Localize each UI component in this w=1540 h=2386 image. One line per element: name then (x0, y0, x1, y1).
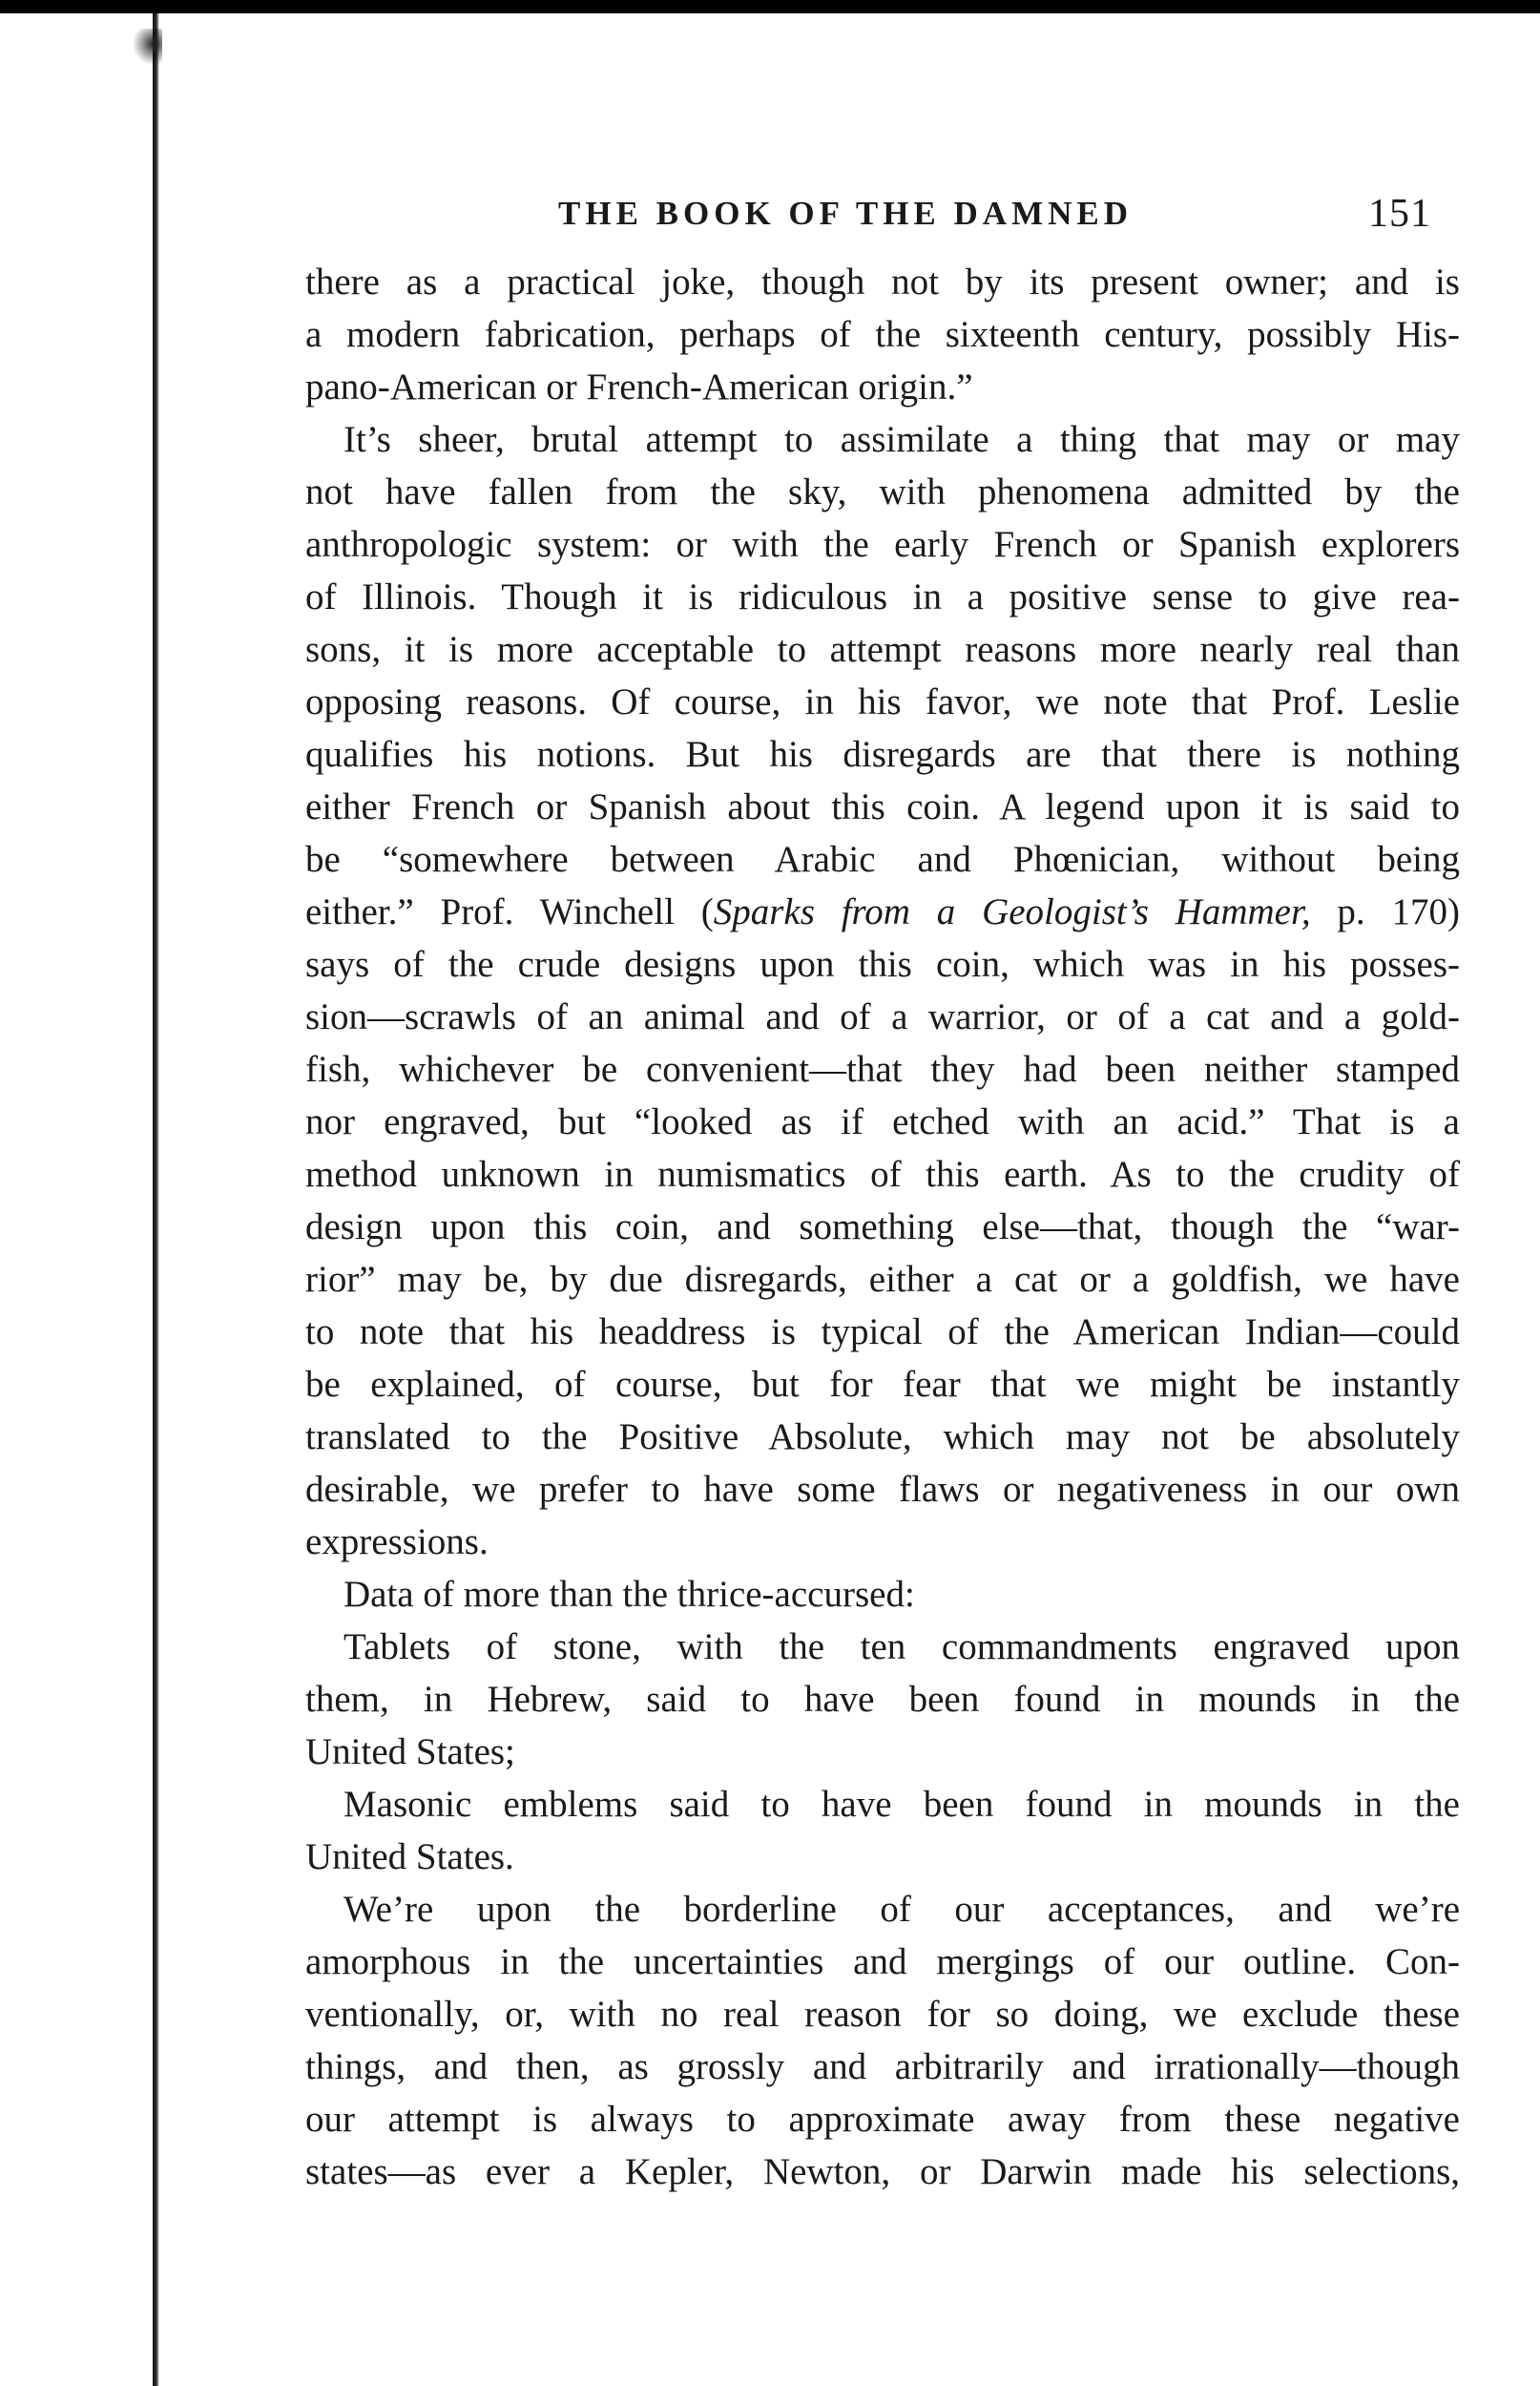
paragraph-first-line: Data of more than the thrice-accursed: (343, 1574, 915, 1615)
text-line: to note that his headdress is typical of the American Indian—could (305, 1311, 1460, 1352)
citation-page: p. 170) (1310, 891, 1460, 932)
text-line: nor engraved, but “looked as if etched with an acid.” That is a (305, 1101, 1460, 1142)
text-line: ventionally, or, with no real reason for so doing, we exclude these (305, 1994, 1460, 2035)
text-line: says of the crude designs upon this coin, which was in his posses- (305, 944, 1460, 985)
text-line-with-citation (305, 886, 1460, 938)
page-number: 151 (1368, 192, 1431, 236)
text-line: sion—scrawls of an animal and of a warrior, or of a cat and a gold- (305, 996, 1460, 1037)
text-line: states—as ever a Kepler, Newton, or Darwin made his selections, (305, 2151, 1460, 2192)
text-line: design upon this coin, and something else—that, though the “war- (305, 1206, 1460, 1247)
text-line: United States. (305, 1836, 514, 1877)
text-line: amorphous in the uncertainties and mergings of our outline. Con- (305, 1941, 1460, 1982)
text-line: pano-American or French-American origin.” (305, 366, 973, 408)
text-line: be “somewhere between Arabic and Phœnician, without being (305, 839, 1460, 880)
text-line: fish, whichever be convenient—that they had been neither stamped (305, 1049, 1460, 1090)
running-title: THE BOOK OF THE DAMNED (558, 195, 1133, 232)
text-line: not have fallen from the sky, with phenomena admitted by the (305, 471, 1460, 513)
text-line: expressions. (305, 1521, 489, 1562)
paragraph-first-line: We’re upon the borderline of our acceptances, and we’re (343, 1889, 1460, 1930)
text-line: translated to the Positive Absolute, which may not be absolutely (305, 1416, 1460, 1457)
text-line: desirable, we prefer to have some flaws or negativeness in our own (305, 1469, 1460, 1510)
citation-lead: either.” Prof. Winchell ( (305, 891, 714, 932)
text-line: sons, it is more acceptable to attempt reasons more nearly real than (305, 629, 1460, 670)
text-line: anthropologic system: or with the early French or Spanish explorers (305, 524, 1460, 565)
text-line: opposing reasons. Of course, in his favor, we note that Prof. Leslie (305, 681, 1460, 722)
text-line: our attempt is always to approximate away from these negative (305, 2099, 1460, 2140)
paragraph-first-line: Masonic emblems said to have been found in mounds in the (343, 1784, 1460, 1825)
paragraph-first-line: Tablets of stone, with the ten commandments engraved upon (343, 1626, 1460, 1667)
page-top-edge (0, 0, 1540, 13)
text-line: there as a practical joke, though not by its present owner; and is (305, 262, 1460, 303)
citation-title: Sparks from a Geologist’s Hammer, (713, 891, 1311, 932)
page-header (305, 191, 1469, 248)
text-line: qualifies his notions. But his disregards are that there is nothing (305, 734, 1460, 775)
text-line: of Illinois. Though it is ridiculous in a positive sense to give rea- (305, 576, 1460, 617)
text-line: be explained, of course, but for fear that we might be instantly (305, 1364, 1460, 1405)
paragraph-first-line: It’s sheer, brutal attempt to assimilate a thing that may or may (343, 419, 1460, 460)
text-line: either French or Spanish about this coin. A legend upon it is said to (305, 786, 1460, 827)
body-text (305, 256, 1460, 2198)
binding-mark (134, 29, 162, 67)
text-line: them, in Hebrew, said to have been found in mounds in the (305, 1679, 1460, 1720)
text-line: rior” may be, by due disregards, either a cat or a goldfish, we have (305, 1259, 1460, 1300)
binding-gutter (153, 13, 159, 2386)
text-line: method unknown in numismatics of this earth. As to the crudity of (305, 1154, 1460, 1195)
text-line: a modern fabrication, perhaps of the sixteenth century, possibly His- (305, 314, 1460, 355)
text-line: things, and then, as grossly and arbitrarily and irrationally—though (305, 2046, 1460, 2087)
text-line: United States; (305, 1731, 515, 1772)
